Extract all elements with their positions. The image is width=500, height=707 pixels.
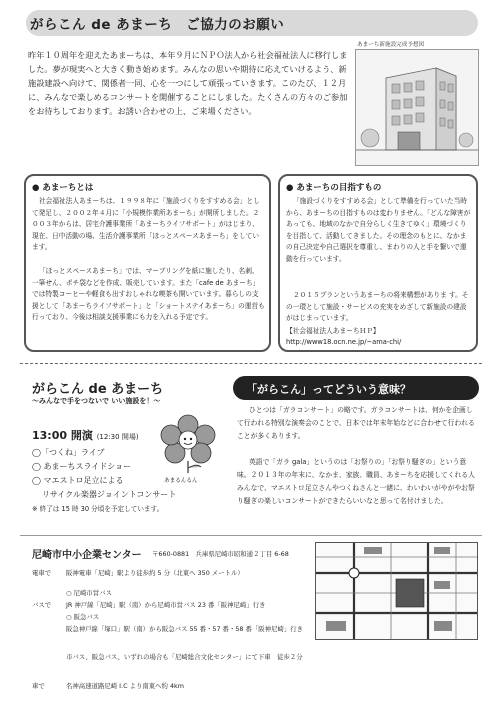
- goal-title: あまーちの目指すもの: [296, 183, 382, 193]
- about-paragraph-1: 社会福祉法人あまーちは、１９９８年に「施設づくりをすすめる会」として発足し、２００２年４月に「小規模作業所あまーち」が開所しました。２００３年からは、居宅介護事業所「あまーちライフサポート」がはじまり、現在、日中活動の場、生活介護事業所「ほっとスペースあまーち」をしています。: [32, 197, 260, 251]
- access-map: [315, 542, 478, 640]
- venue-divider: [20, 535, 482, 536]
- goal-title-row: [286, 181, 381, 193]
- mascot-label: あまるんるん: [164, 478, 198, 484]
- train-info: 阪神電車「尼崎」駅より徒歩約 5 分（北東へ 350 メートル）: [66, 569, 244, 577]
- meaning-title: 「がらこん」ってどういう意味？: [246, 383, 411, 396]
- end-time-note: ※ 終了は 15 時 30 分頃を予定しています。: [32, 505, 164, 513]
- section-divider: [20, 363, 482, 364]
- bus-info-2: JR 神戸線「尼崎」駅（南）から尼崎市営バス 23 番「阪神尼崎」行き: [66, 601, 266, 609]
- bullet-icon: ●: [286, 183, 294, 193]
- start-time: [32, 427, 139, 443]
- bus-info-3: ○ 阪急バス: [66, 613, 100, 621]
- program-item-2: ◯ あまーちスライドショー: [32, 462, 132, 471]
- venue-name: 尼崎市中小企業センター: [32, 550, 142, 561]
- about-paragraph-2: 「ほっとスペースあまーち」では、マーブリングを紙に施したり、名刺、一筆せん、ポチ袋などを作成、販売しています。また「cafe de あまーち」では特製コーヒーや軽食も出すおしゃれな喫茶も開いています。暮らしの支援として「あまーちライフサポート」と「ショートステイあまーち」の運営も行っており、今後は相談支援事業にも力を入れる予定です。: [32, 267, 265, 321]
- illustration-caption: あまーち新施設完成予想図: [357, 42, 425, 48]
- about-title: あまーちとは: [42, 183, 94, 193]
- bus-info-5: 市バス、阪急バス、いずれの場合も「尼崎総合文化センター」にて下車 徒歩２分: [66, 653, 303, 661]
- event-subtitle: ～みんなで手をつないで いい施設を！～: [32, 397, 161, 405]
- train-label: 電車で: [32, 569, 52, 577]
- bus-info-1: ○ 尼崎市営バス: [66, 589, 112, 597]
- program-item-4: リサイクル楽器ジョイントコンサート: [42, 490, 177, 499]
- goal-paragraph-1: 「施設づくりをすすめる会」として準備を行っていた当時から、あまーちの目指すものは変わりません。「どんな障害があっても、地域のなかで自分らしく生きてゆく」環境づくりを目指して、活動してきました。その理念のもとに、なかまの自己決定や自己選択を尊重し、まわりの人と手を繋いで運動を行っています。: [286, 197, 471, 263]
- hp-label: 【社会福祉法人あまーちＨＰ】: [286, 327, 380, 335]
- car-label: 車で: [32, 682, 45, 690]
- bus-label: バスで: [32, 601, 52, 609]
- about-title-row: [32, 181, 93, 193]
- goal-paragraph-2: ２０１５プランというあまーちの将来構想がありま す。その一環として施設・サービスの充実をめざして新施設の建設がはじまっています。: [286, 291, 469, 322]
- meaning-paragraph-1: ひとつは「ガラコンサート」の略です。ガラコンサートは、何かを企画して行われる特別な演奏会のことで、日本では年末年始などに合わせて行われることが多くあります。: [237, 406, 475, 440]
- program-item-3: ◯ マエストロ足立による: [32, 476, 124, 485]
- open-time-note: (12:30 開場): [96, 433, 139, 441]
- page-title: がらこん de あまーち ご協力のお願い: [30, 17, 285, 33]
- intro-text: 昨年１０周年を迎えたあまーちは、本年９月にＮＰＯ法人から社会福祉法人に移行しました。夢が現実へと大きく動き始めます。みんなの思いや期待に応えていけるよう、新施設建設へ向けて、関係者一同、心を一つにして頑張っていきます。このたび、１２月に、みんなで楽しめるコンサートを開催することにしました。たくさんの方々のご参加をお待ちしております。お誘い合わせの上、ご来場ください。: [28, 50, 348, 116]
- start-time-value: 13:00 開演: [32, 429, 93, 442]
- car-info: 名神高速道路尼崎 I.C より南東へ約 4km: [66, 682, 184, 690]
- building-illustration: [355, 49, 479, 166]
- program-item-1: ◯「つくね」ライブ: [32, 448, 105, 457]
- bullet-icon: ●: [32, 183, 40, 193]
- hp-link[interactable]: http://www18.ocn.ne.jp/~ama-chi/: [286, 338, 402, 346]
- flower-mascot-icon: [157, 413, 219, 475]
- venue-address: 〒660-0881 兵庫県尼崎市昭和通２丁目 6-68: [152, 550, 289, 558]
- event-title: がらこん de あまーち: [32, 382, 164, 397]
- bus-info-4: 阪急神戸線「塚口」駅（南）から阪急バス 55 番・57 番・58 番「阪神尼崎」行き: [66, 625, 304, 633]
- meaning-paragraph-2: 英語で「ガラ gala」というのは「お祭りの」「お祭り騒ぎの」という意味。２０１３年の年末に、なかま、家族、職員、あまーちを応援してくれる人みんなで、マエストロ足立さんやつくねさんと一緒に、わいわいがやがやお祭り騒ぎの楽しいコンサートができたらいいなと思って名付けました。: [237, 458, 475, 505]
